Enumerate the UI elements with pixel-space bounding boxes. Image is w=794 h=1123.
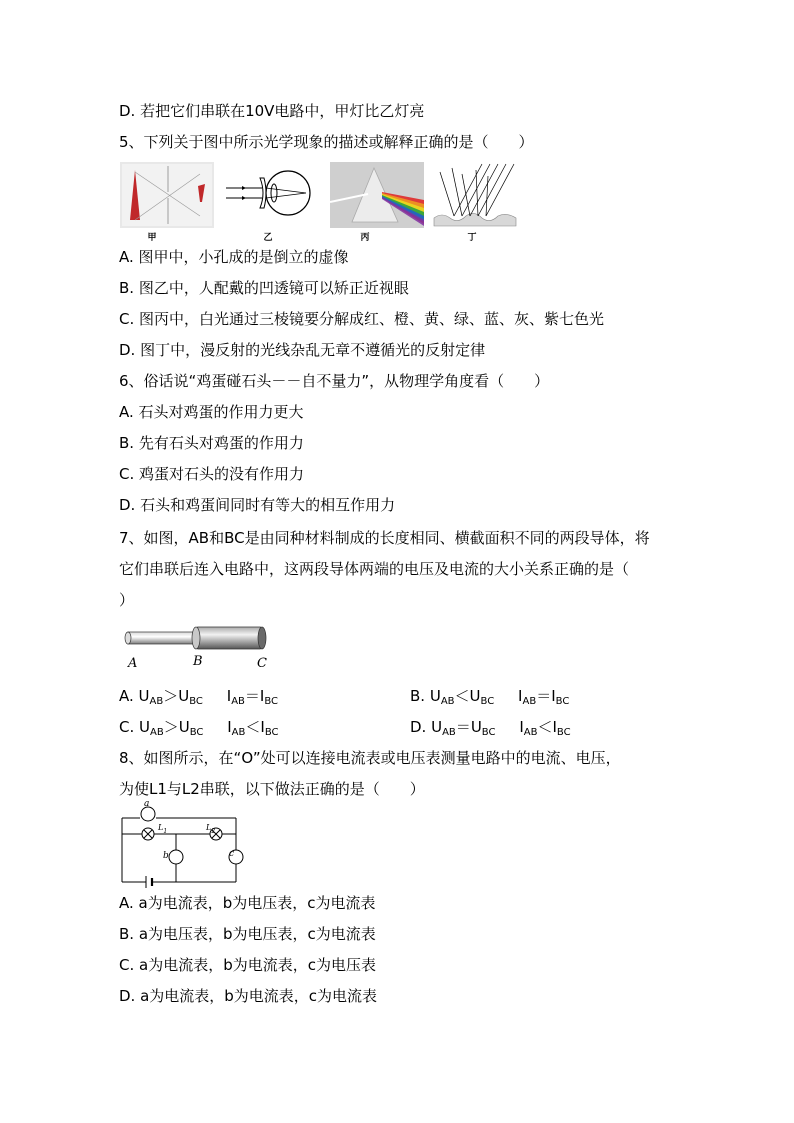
figure-bing-prism [330,162,424,228]
figure-label-bing: 丙 [360,233,370,243]
q7-option-a: A. $U_{AB}>U_{BC}$ $I_{AB}=I_{BC}$ [119,687,279,707]
conductor-label-c: C [257,656,267,671]
q7-option-c: C. $U_{AB}>U_{BC}$ $I_{AB}<I_{BC}$ [119,718,279,738]
q8-option-d: D. a为电流表，b为电流表，c为电流表 [119,987,378,1005]
q8-option-a: A. a为电流表，b为电压表，c为电流表 [119,894,376,912]
conductor-label-b: B [193,654,203,669]
circuit-label-l2: $L_2$ [206,823,216,835]
circuit-label-l1: $L_1$ [158,823,168,835]
circuit-label-a: a [144,799,150,809]
q7-stem-line2: 它们串联后连入电路中，这两段导体两端的电压及电流的大小关系正确的是（ [119,560,630,578]
figure-label-ding: 丁 [467,233,477,243]
q6-option-d: D. 石头和鸡蛋间同时有等大的相互作用力 [119,496,396,514]
figure-jia-pinhole [120,162,214,228]
q5-option-a: A. 图甲中，小孔成的是倒立的虚像 [119,248,349,266]
q8-option-b: B. a为电压表，b为电压表，c为电流表 [119,925,376,943]
circuit-label-b: b [163,851,169,861]
q8-stem-line2: 为使L1与L2串联，以下做法正确的是（ ） [119,780,425,798]
figure-yi-eye-lens [222,164,314,226]
figure-ding-diffuse-reflection [432,162,518,228]
q7-stem-line1: 7、如图，AB和BC是由同种材料制成的长度相同、横截面积不同的两段导体，将 [119,529,650,547]
figure-label-jia: 甲 [147,233,157,243]
q6-option-b: B. 先有石头对鸡蛋的作用力 [119,434,304,452]
q6-stem: 6、俗话说“鸡蛋碰石头－－自不量力”，从物理学角度看（ ） [119,372,550,390]
q5-stem: 5、下列关于图中所示光学现象的描述或解释正确的是（ ） [119,133,534,151]
q7-option-b: B. $U_{AB}<U_{BC}$ $I_{AB}=I_{BC}$ [410,687,570,707]
q7-option-d: D. $U_{AB}=U_{BC}$ $I_{AB}<I_{BC}$ [410,718,571,738]
q4-option-d: D. 若把它们串联在10V电路中，甲灯比乙灯亮 [119,102,425,120]
figure-conductor-ab-bc [124,624,270,654]
q8-option-c: C. a为电流表，b为电流表，c为电压表 [119,956,376,974]
q7-stem-line3: ） [119,591,135,609]
q6-option-c: C. 鸡蛋对石头的没有作用力 [119,465,305,483]
q5-option-b: B. 图乙中，人配戴的凹透镜可以矫正近视眼 [119,279,409,297]
q8-stem-line1: 8、如图所示，在“O”处可以连接电流表或电压表测量电路中的电流、电压， [119,749,621,767]
q5-option-c: C. 图丙中，白光通过三棱镜要分解成红、橙、黄、绿、蓝、灰、紫七色光 [119,310,605,328]
q6-option-a: A. 石头对鸡蛋的作用力更大 [119,403,304,421]
q5-option-d: D. 图丁中，漫反射的光线杂乱无章不遵循光的反射定律 [119,341,486,359]
conductor-label-a: A [128,656,138,671]
figure-circuit [116,800,248,892]
circuit-label-c: c [229,849,235,859]
figure-label-yi: 乙 [263,233,273,243]
